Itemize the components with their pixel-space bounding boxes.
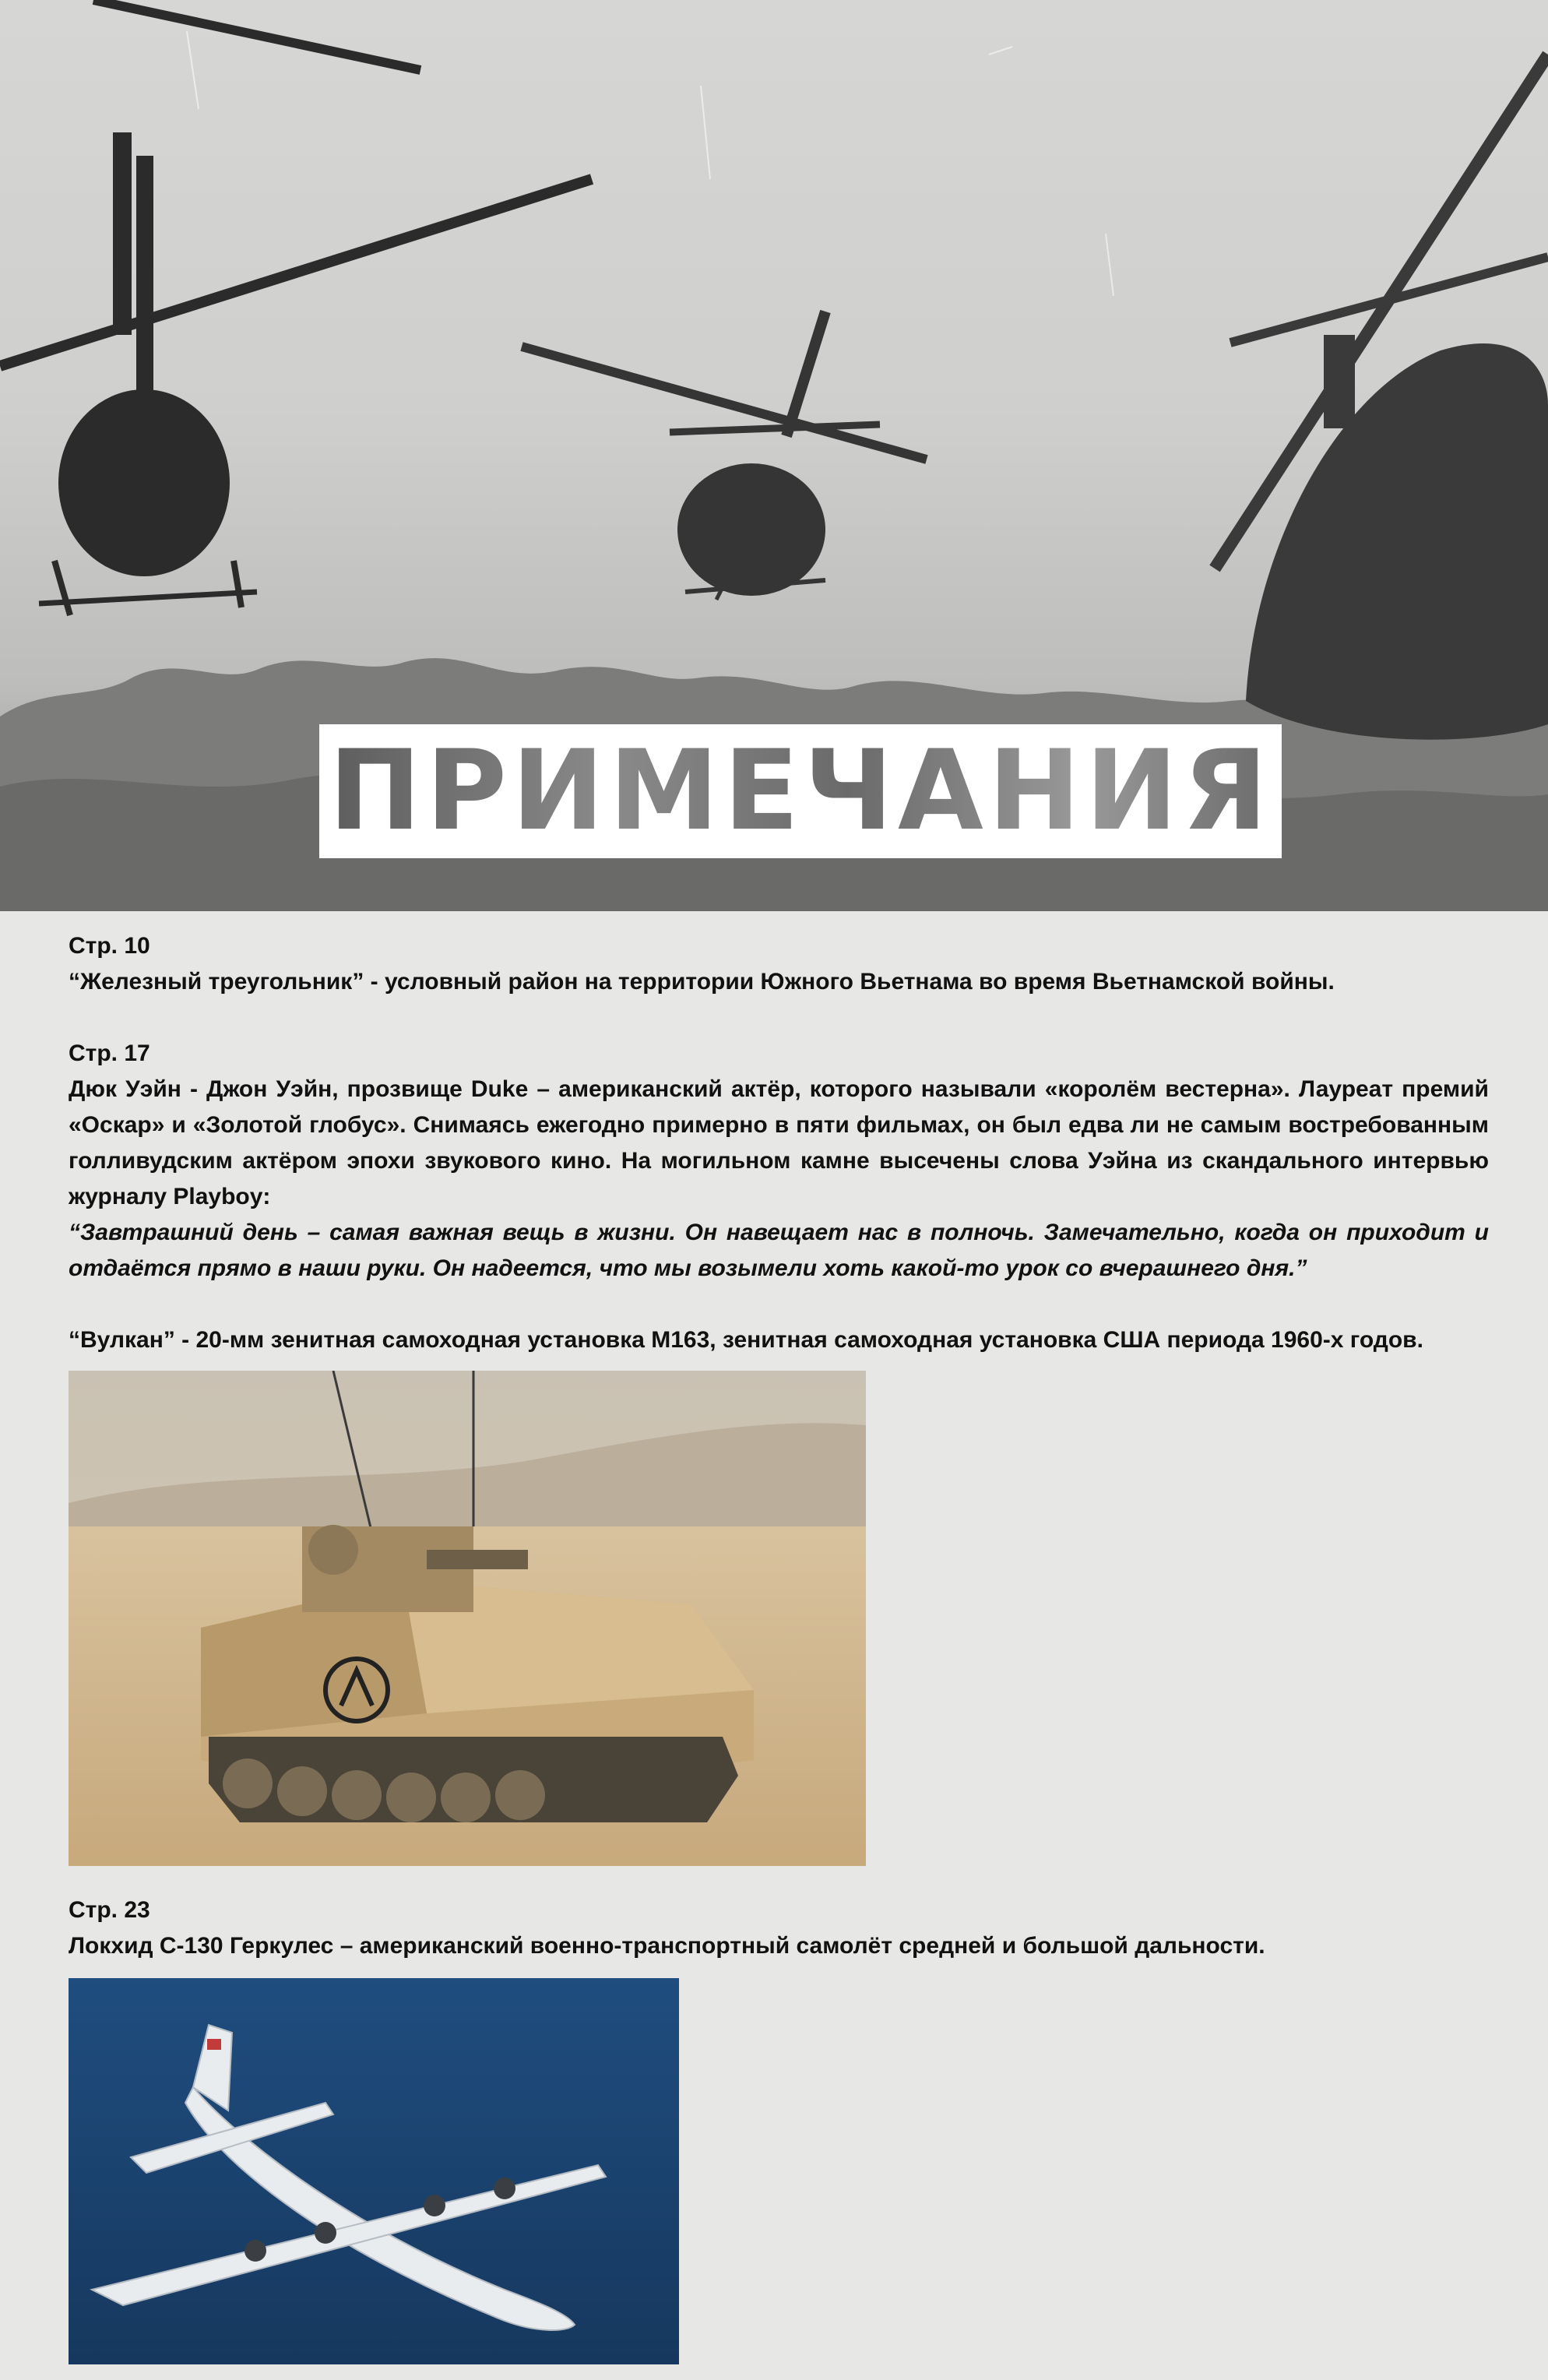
note-iron-triangle: “Железный треугольник” - условный район на территории Южного Вьетнама во время Вьетнамской войны.: [69, 969, 1335, 995]
helicopter-left: [0, 0, 592, 615]
hero-photo: [0, 0, 1548, 911]
page-ref-23: Стр. 23: [69, 1897, 150, 1923]
page-ref-10: Стр. 10: [69, 933, 150, 959]
helicopter-right: [1215, 55, 1548, 740]
helicopter-middle: [522, 312, 927, 600]
c130-hercules-photo: [69, 1978, 679, 2364]
note-c130: Локхид С-130 Геркулес – американский военно-транспортный самолёт средней и большой дальности.: [69, 1933, 1265, 1959]
note-john-wayne-quote: “Завтрашний день – самая важная вещь в жизни. Он навещает нас в полночь. Замечательно, когда он приходит и отдаётся прямо в наши руки. Он надеется, что мы возымели хоть какой-то урок со вчерашнего дня.”: [69, 1220, 1489, 1281]
m163-vulcan-photo: [69, 1371, 866, 1866]
page-title: ПРИМЕЧАНИЯ: [329, 727, 1272, 855]
page-ref-17: Стр. 17: [69, 1040, 150, 1066]
note-john-wayne: Дюк Уэйн - Джон Уэйн, прозвище Duke – американский актёр, которого называли «королём вестерна». Лауреат премий «Оскар» и «Золотой глобус». Снимаясь ежегодно примерно в пяти фильмах, он был едва ли не самым востребованным голливудским актёром эпохи звукового кино. На могильном камне высечены слова Уэйна из скандального интервью журналу Playboy:: [69, 1076, 1489, 1209]
notes-section-23: [69, 1892, 1489, 1964]
title-box: [319, 724, 1282, 858]
notes-section: [69, 928, 1489, 1358]
note-vulcan: “Вулкан” - 20-мм зенитная самоходная установка М163, зенитная самоходная установка США периода 1960-х годов.: [69, 1327, 1423, 1353]
